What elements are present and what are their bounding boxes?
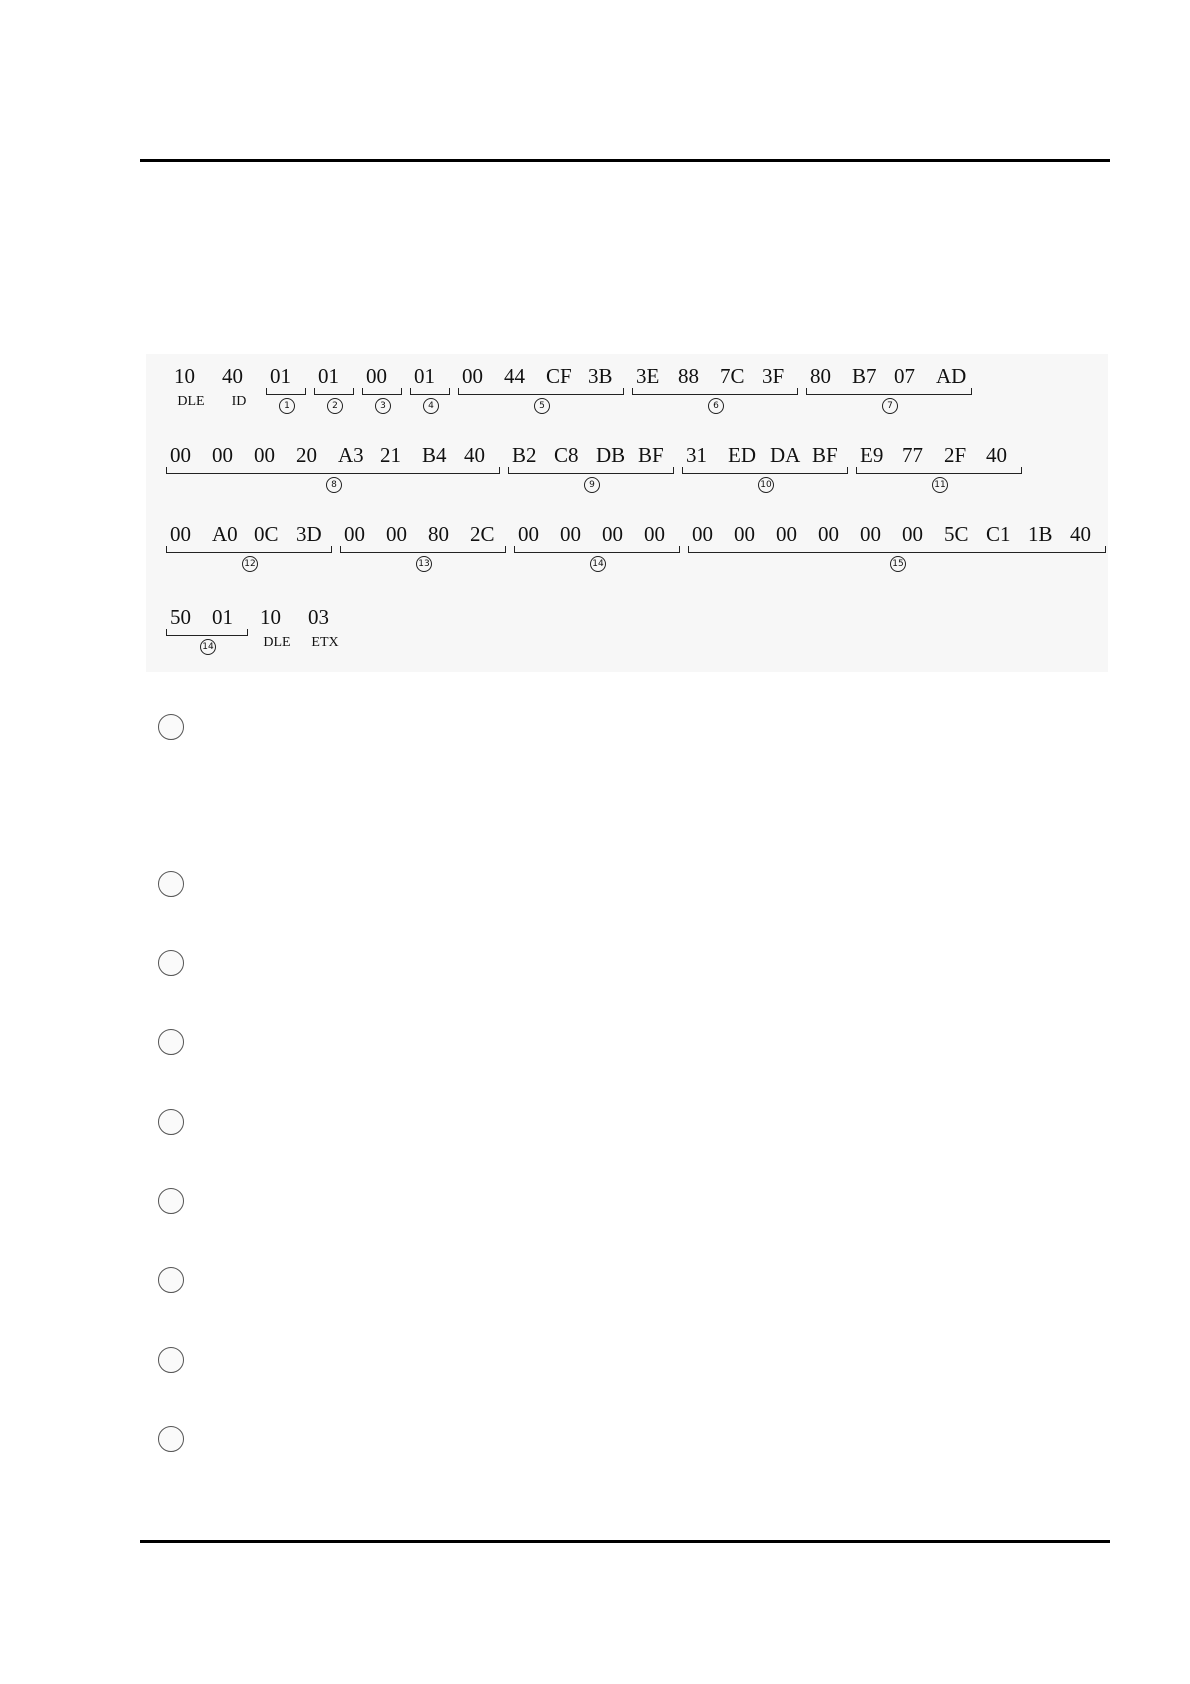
byte-value: 01 xyxy=(318,364,339,388)
group-bracket xyxy=(166,467,500,474)
byte-value: ED xyxy=(728,443,756,467)
byte-value: B7 xyxy=(852,364,877,388)
field-marker: 8 xyxy=(326,477,342,493)
byte-value: DB xyxy=(596,443,626,467)
byte-value: 03 xyxy=(308,605,329,629)
byte-value: 7C xyxy=(720,364,745,388)
byte-value: 1B xyxy=(1028,522,1053,546)
field-marker: 7 xyxy=(882,398,898,414)
byte-value: 00 xyxy=(462,364,483,388)
byte-value: 3B xyxy=(588,364,613,388)
list-bullet xyxy=(158,714,184,740)
byte-value: 40 xyxy=(986,443,1007,467)
field-marker: 3 xyxy=(375,398,391,414)
byte-value: 01 xyxy=(270,364,291,388)
group-bracket xyxy=(514,546,680,553)
packet-byte-diagram xyxy=(146,354,1108,672)
byte-value: BF xyxy=(638,443,664,467)
byte-value: 50 xyxy=(170,605,191,629)
byte-value: DA xyxy=(770,443,801,467)
byte-value: 01 xyxy=(212,605,233,629)
field-marker: 4 xyxy=(423,398,439,414)
group-bracket xyxy=(166,546,332,553)
byte-value: A0 xyxy=(212,522,238,546)
byte-value: 80 xyxy=(810,364,831,388)
group-bracket xyxy=(362,388,402,395)
field-marker: 15 xyxy=(890,556,906,572)
list-bullet xyxy=(158,1029,184,1055)
byte-value: 07 xyxy=(894,364,915,388)
list-bullet xyxy=(158,950,184,976)
group-bracket xyxy=(314,388,354,395)
field-marker: 2 xyxy=(327,398,343,414)
byte-value: 10 xyxy=(260,605,281,629)
byte-value: 0C xyxy=(254,522,279,546)
group-bracket xyxy=(340,546,506,553)
field-marker: 5 xyxy=(534,398,550,414)
byte-value: 3E xyxy=(636,364,660,388)
byte-value: 20 xyxy=(296,443,317,467)
field-marker: 13 xyxy=(416,556,432,572)
field-marker: 10 xyxy=(758,477,774,493)
group-bracket xyxy=(806,388,972,395)
byte-value: 40 xyxy=(1070,522,1091,546)
list-bullet xyxy=(158,1347,184,1373)
byte-value: 5C xyxy=(944,522,969,546)
byte-value: 00 xyxy=(366,364,387,388)
byte-value: 00 xyxy=(692,522,713,546)
field-marker: 11 xyxy=(932,477,948,493)
byte-value: 88 xyxy=(678,364,699,388)
byte-value: 00 xyxy=(902,522,923,546)
group-bracket xyxy=(266,388,306,395)
byte-value: 00 xyxy=(602,522,623,546)
byte-value: 31 xyxy=(686,443,707,467)
byte-value: 00 xyxy=(734,522,755,546)
byte-value: 40 xyxy=(464,443,485,467)
list-bullet xyxy=(158,871,184,897)
byte-value: 00 xyxy=(212,443,233,467)
byte-value: B2 xyxy=(512,443,537,467)
byte-value: 00 xyxy=(860,522,881,546)
field-label: ETX xyxy=(311,635,339,650)
field-marker: 12 xyxy=(242,556,258,572)
byte-value: A3 xyxy=(338,443,364,467)
byte-value: BF xyxy=(812,443,838,467)
group-bracket xyxy=(632,388,798,395)
byte-value: 00 xyxy=(344,522,365,546)
byte-value: 2C xyxy=(470,522,495,546)
byte-value: 10 xyxy=(174,364,195,388)
byte-value: 00 xyxy=(254,443,275,467)
field-label: DLE xyxy=(263,635,291,650)
byte-value: 00 xyxy=(518,522,539,546)
list-bullet xyxy=(158,1188,184,1214)
byte-value: 00 xyxy=(560,522,581,546)
field-marker: 1 xyxy=(279,398,295,414)
byte-value: 00 xyxy=(818,522,839,546)
byte-value: 00 xyxy=(644,522,665,546)
byte-value: E9 xyxy=(860,443,884,467)
byte-value: 77 xyxy=(902,443,923,467)
field-marker: 9 xyxy=(584,477,600,493)
byte-value: 3F xyxy=(762,364,785,388)
byte-value: AD xyxy=(936,364,967,388)
byte-value: 3D xyxy=(296,522,322,546)
list-bullet xyxy=(158,1426,184,1452)
header-rule xyxy=(140,159,1110,162)
field-marker: 14 xyxy=(200,639,216,655)
field-label: DLE xyxy=(177,394,205,409)
group-bracket xyxy=(682,467,848,474)
byte-value: 21 xyxy=(380,443,401,467)
group-bracket xyxy=(688,546,1106,553)
group-bracket xyxy=(458,388,624,395)
list-bullet xyxy=(158,1109,184,1135)
byte-value: 2F xyxy=(944,443,967,467)
byte-value: B4 xyxy=(422,443,447,467)
byte-value: 80 xyxy=(428,522,449,546)
footer-rule xyxy=(140,1540,1110,1543)
list-bullet xyxy=(158,1267,184,1293)
byte-value: 00 xyxy=(170,443,191,467)
group-bracket xyxy=(410,388,450,395)
byte-value: 00 xyxy=(776,522,797,546)
byte-value: 00 xyxy=(170,522,191,546)
byte-value: 00 xyxy=(386,522,407,546)
field-marker: 14 xyxy=(590,556,606,572)
byte-value: 01 xyxy=(414,364,435,388)
group-bracket xyxy=(508,467,674,474)
group-bracket xyxy=(856,467,1022,474)
byte-value: C8 xyxy=(554,443,579,467)
byte-value: CF xyxy=(546,364,572,388)
byte-value: 44 xyxy=(504,364,525,388)
group-bracket xyxy=(166,629,248,636)
byte-value: C1 xyxy=(986,522,1011,546)
field-label: ID xyxy=(231,394,247,409)
field-marker: 6 xyxy=(708,398,724,414)
byte-value: 40 xyxy=(222,364,243,388)
